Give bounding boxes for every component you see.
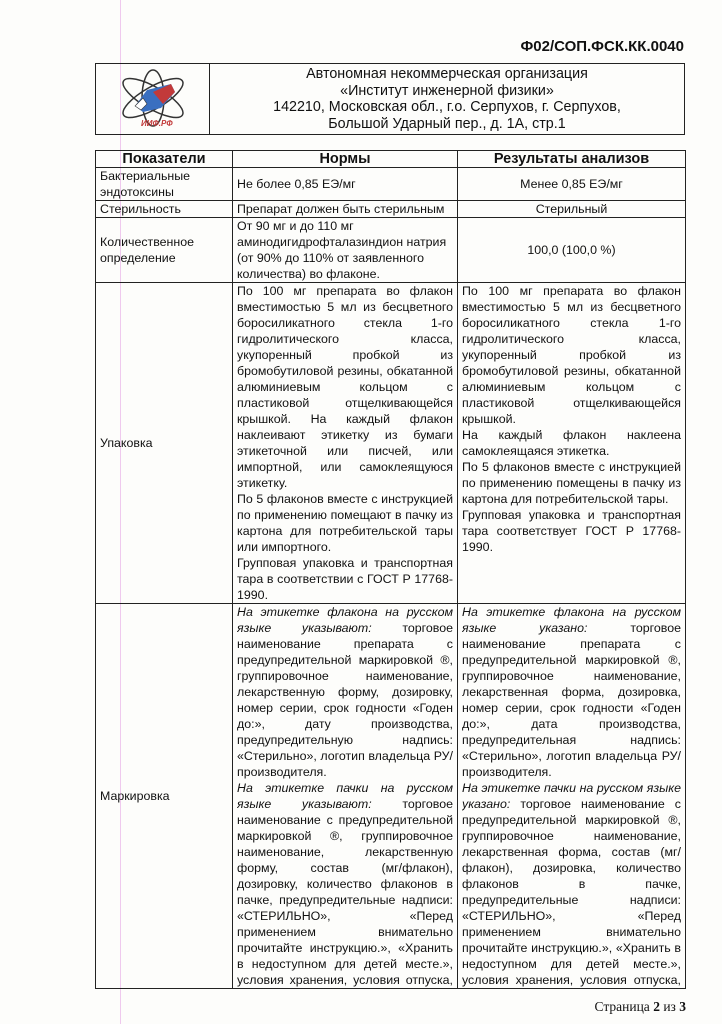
- page-label: Страница: [594, 999, 654, 1014]
- page-of-label: из: [659, 999, 680, 1014]
- table-row: [96, 604, 686, 989]
- table-row: [96, 168, 686, 201]
- italic-lead: На этикетке пачки на русском языке указано:: [462, 781, 681, 811]
- indicator-cell: Стерильность: [96, 201, 233, 218]
- organization-details: [210, 64, 684, 134]
- result-cell: Стерильный: [458, 201, 686, 218]
- analysis-results-table: [95, 150, 686, 989]
- paragraph-text: торговое наименование с предупредительной маркировкой ®, группировочное наименование, лекарственную форму, состав (мг/флакон), дозировку, количество флаконов в пачке, предупредительные надписи: «СТЕРИЛЬНО», «Перед применением внимательно прочитайте инструкцию.», «Хранить в недоступном для детей месте.», условия хранения, условия отпуска,: [237, 797, 453, 987]
- org-type: Автономная некоммерческая организация: [306, 66, 588, 82]
- organization-header: [95, 63, 685, 135]
- norm-cell: Препарат должен быть стерильным: [233, 201, 458, 218]
- document-code: Ф02/СОП.ФСК.КК.0040: [520, 38, 684, 55]
- paragraph-text: торговое наименование с предупредительной маркировкой ®, группировочное наименование, лекарственная форма, состав (мг/флакон), дозировка, количество флаконов в пачке, предупредительные надписи: «СТЕРИЛЬНО», «Перед применением внимательно прочитайте инструкцию.», «Хранить в недоступном для детей месте.», условия хранения, условия отпуска,: [462, 797, 681, 987]
- paragraph-text: торговое наименование препарата с предупредительной маркировкой ®, группировочное наименование, лекарственная форма, дозировка, номер серии, срок годности «Годен до:», дата производства, предупредительная надпись: «Стерильно», логотип владельца РУ/производителя.: [462, 621, 681, 779]
- result-paragraph: Групповая упаковка и транспортная тара соответствует ГОСТ Р 17768-1990.: [462, 508, 681, 554]
- norm-paragraph: По 5 флаконов вместе с инструкцией по применению помещают в пачку из картона для потребительской тары или импортного.: [237, 492, 453, 554]
- result-paragraph: По 100 мг препарата во флакон вместимостью 5 мл из бесцветного боросиликатного стекла 1-го гидролитического класса, укупоренный пробкой из бромобутиловой резины, обкатанной алюминиевым кольцом с пластиковой отщелкивающейся крышкой.: [462, 284, 681, 426]
- current-page: 2: [653, 999, 660, 1014]
- atom-logo-icon: [113, 68, 193, 130]
- italic-lead: На этикетке флакона на русском языке указывают:: [237, 605, 453, 635]
- norm-cell: От 90 мг и до 110 мг аминодигидрофталазиндион натрия (от 90% до 110% от заявленного количества) во флаконе.: [233, 218, 458, 283]
- italic-lead: На этикетке пачки на русском языке указывают:: [237, 781, 453, 811]
- norm-paragraph: Групповая упаковка и транспортная тара в соответствии с ГОСТ Р 17768-1990.: [237, 556, 453, 602]
- result-paragraph: [462, 780, 681, 988]
- norm-cell: [233, 283, 458, 604]
- table-row: [96, 201, 686, 218]
- org-address-line-2: Большой Ударный пер., д. 1А, стр.1: [328, 115, 566, 132]
- org-address-line-1: 142210, Московская обл., г.о. Серпухов, г. Серпухов,: [273, 99, 621, 115]
- institute-logo: [96, 64, 210, 134]
- italic-lead: На этикетке флакона на русском языке указано:: [462, 605, 681, 635]
- svg-text:ИИФ.РФ: ИИФ.РФ: [140, 119, 173, 128]
- result-cell: 100,0 (100,0 %): [458, 218, 686, 283]
- paragraph-text: торговое наименование препарата с предупредительной маркировкой ®, группировочное наименование, лекарственную форму, дозировку, номер серии, срок годности «Годен до:», дату производства, предупредительную надпись: «Стерильно», логотип владельца РУ/производителя.: [237, 621, 453, 779]
- result-paragraph: По 5 флаконов вместе с инструкцией по применению помещены в пачку из картона для потребительской тары.: [462, 460, 681, 506]
- result-cell: [458, 604, 686, 989]
- indicator-cell: Количественное определение: [96, 218, 233, 283]
- norm-paragraph: [237, 604, 453, 780]
- column-header-results: Результаты анализов: [458, 151, 686, 168]
- indicator-cell: Бактериальные эндотоксины: [96, 168, 233, 201]
- result-paragraph: На каждый флакон наклеена самоклеящаяся этикетка.: [462, 428, 681, 458]
- result-paragraph: [462, 604, 681, 780]
- table-row: [96, 283, 686, 604]
- column-header-norms: Нормы: [233, 151, 458, 168]
- org-name: «Институт инженерной физики»: [340, 82, 554, 99]
- norm-paragraph: По 100 мг препарата во флакон вместимостью 5 мл из бесцветного боросиликатного стекла 1-го гидролитического класса, укупоренный пробкой из бромобутиловой резины, обкатанной алюминиевым кольцом с пластиковой отщелкивающейся крышкой. На каждый флакон наклеивают этикетку из бумаги этикеточной или писчей, или импортной, или самоклеящуюся этикетку.: [237, 284, 453, 490]
- page-number: [95, 999, 686, 1015]
- column-header-indicators: Показатели: [96, 151, 233, 168]
- norm-cell: Не более 0,85 ЕЭ/мг: [233, 168, 458, 201]
- indicator-cell: Упаковка: [96, 283, 233, 604]
- result-cell: Менее 0,85 ЕЭ/мг: [458, 168, 686, 201]
- table-row: [96, 218, 686, 283]
- indicator-cell: Маркировка: [96, 604, 233, 989]
- document-body: [95, 150, 685, 1015]
- table-header-row: [96, 151, 686, 168]
- total-pages: 3: [679, 999, 686, 1014]
- result-cell: [458, 283, 686, 604]
- norm-paragraph: [237, 780, 453, 988]
- norm-cell: [233, 604, 458, 989]
